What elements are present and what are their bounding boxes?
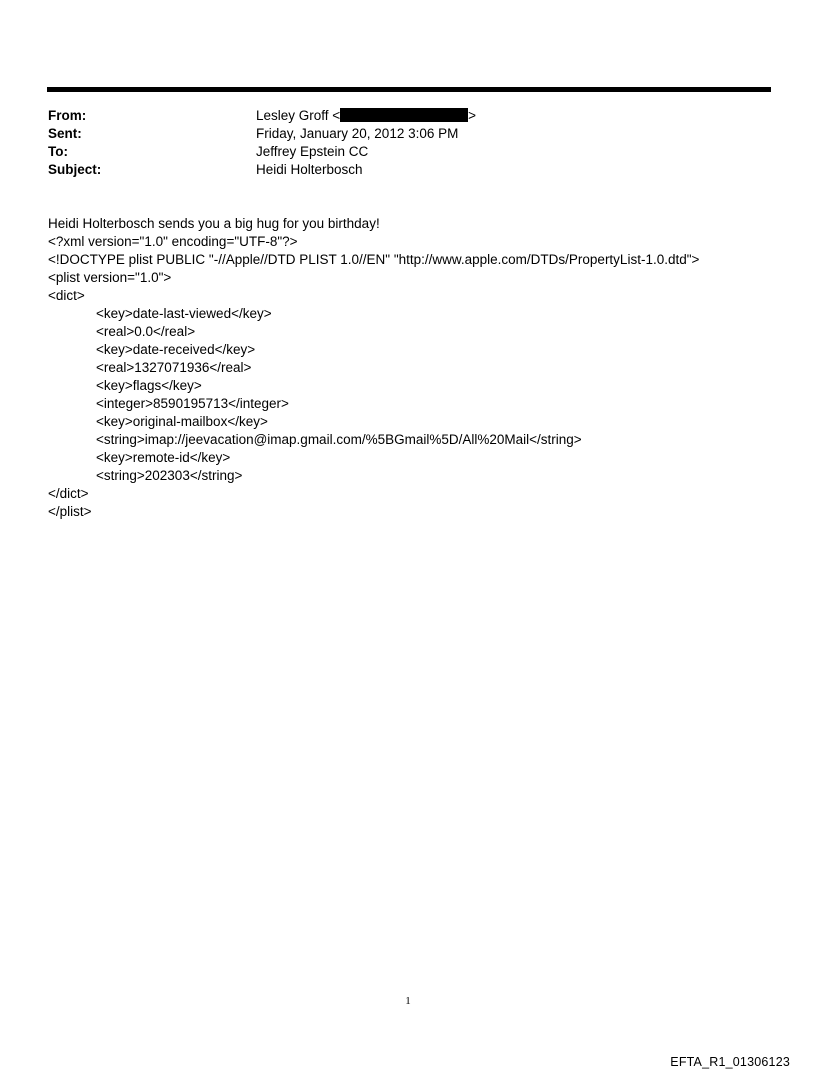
body-line: <plist version="1.0">: [48, 270, 172, 285]
redaction-block: [340, 108, 468, 122]
subject-row: [48, 161, 748, 179]
body-line: <key>flags</key>: [96, 378, 202, 393]
body-line: <real>1327071936</real>: [96, 360, 252, 375]
subject-label: Subject:: [48, 162, 102, 177]
email-body: [48, 215, 788, 521]
from-name: Lesley Groff <: [256, 108, 341, 123]
body-line: <!DOCTYPE plist PUBLIC "-//Apple//DTD PLIST 1.0//EN" "http://www.apple.com/DTDs/PropertyList-1.0.dtd">: [48, 252, 700, 267]
from-suffix: >: [468, 108, 477, 123]
body-line: </plist>: [48, 504, 92, 519]
body-line: <integer>8590195713</integer>: [96, 396, 289, 411]
to-label: To:: [48, 144, 68, 159]
body-line: <real>0.0</real>: [96, 324, 196, 339]
email-header: [48, 107, 748, 179]
from-row: [48, 107, 748, 125]
header-divider: [47, 87, 771, 92]
body-line: <string>202303</string>: [96, 468, 243, 483]
page-number: 1: [405, 995, 411, 1007]
body-line: Heidi Holterbosch sends you a big hug for you birthday!: [48, 216, 380, 231]
sent-value: Friday, January 20, 2012 3:06 PM: [256, 126, 459, 141]
from-value: [256, 107, 748, 125]
body-line: <string>imap://jeevacation@imap.gmail.com/%5BGmail%5D/All%20Mail</string>: [96, 432, 582, 447]
document-id: EFTA_R1_01306123: [670, 1055, 790, 1069]
to-row: [48, 143, 748, 161]
to-value: Jeffrey Epstein CC: [256, 144, 369, 159]
sent-label: Sent:: [48, 126, 82, 141]
body-line: <key>date-received</key>: [96, 342, 256, 357]
body-line: <key>original-mailbox</key>: [96, 414, 268, 429]
subject-value: Heidi Holterbosch: [256, 162, 363, 177]
body-line: <?xml version="1.0" encoding="UTF-8"?>: [48, 234, 298, 249]
sent-row: [48, 125, 748, 143]
body-line: </dict>: [48, 486, 89, 501]
from-label: From:: [48, 108, 87, 123]
body-line: <key>remote-id</key>: [96, 450, 231, 465]
body-line: <dict>: [48, 288, 85, 303]
body-line: <key>date-last-viewed</key>: [96, 306, 272, 321]
